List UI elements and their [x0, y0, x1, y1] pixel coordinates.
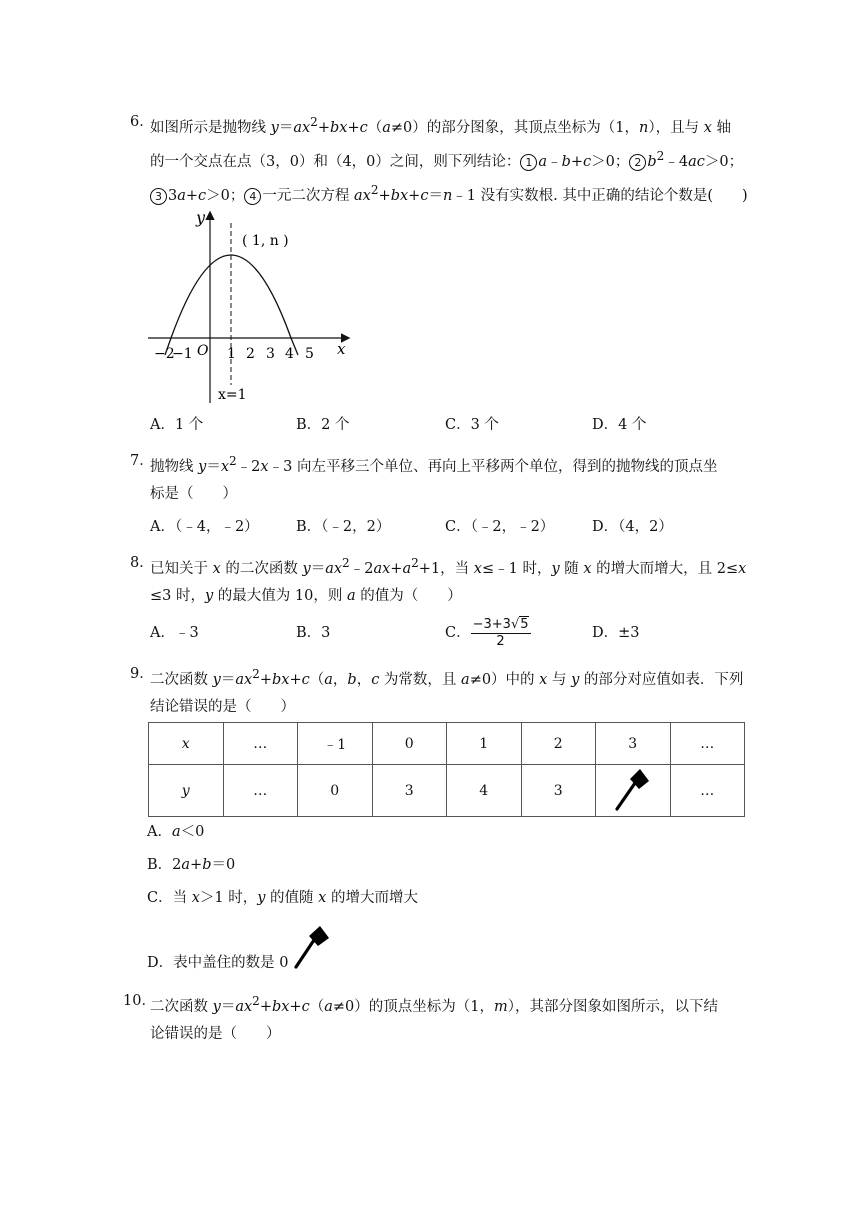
q6-option-a[interactable]: A．1 个 [150, 417, 204, 433]
q9-option-d[interactable]: D．表中盖住的数是 0 [147, 955, 289, 971]
q8-option-b[interactable]: B．3 [296, 625, 331, 641]
table-cell: 4 [447, 765, 522, 817]
tick-label: 2 [246, 346, 255, 362]
tick-label: 4 [285, 346, 294, 362]
table-cell: … [223, 765, 298, 817]
tick-label: 1 [227, 346, 236, 362]
fraction: $\frac{-3+3√5}{2}$ [472, 616, 529, 649]
q6-line1: 如图所示是抛物线 $y=ax^2+bx+c(a\ne 0)$的部分图象，其顶点坐标为（1，n），且与 x 轴 [150, 115, 731, 136]
q8-line2: ≤3 时，y 的最大值为 10，则 a 的值为（ ） [150, 588, 462, 604]
circled-number: 2 [629, 154, 646, 171]
q8-option-d[interactable]: D．±3 [592, 625, 640, 641]
q9-line1: 二次函数 $y=ax^2+bx+c(a$，b，c 为常数，且 a≠0）中的 x 与 y 的部分对应值如表．下列 [150, 667, 744, 688]
circled-number: 4 [244, 188, 261, 205]
q7-option-d[interactable]: D．（4，2） [592, 519, 673, 535]
q6-option-c[interactable]: C．3 个 [445, 417, 499, 433]
covered-cell-icon [613, 767, 653, 811]
q8-line1: 已知关于 x 的二次函数 $y=ax^2﹣2ax+a^2+1$，当 x≤﹣1 时，y 随 x 的增大而增大，且 2≤x [150, 556, 747, 577]
x-axis-label: x [337, 340, 346, 358]
q7-option-b[interactable]: B．（﹣2，2） [296, 519, 391, 535]
q8-number: 8． [130, 555, 154, 571]
table-cell: 1 [447, 723, 522, 765]
q7-number: 7． [130, 453, 154, 469]
q9-line2: 结论错误的是（ ） [150, 699, 295, 715]
q9-option-a[interactable]: A．a＜0 [147, 824, 205, 840]
tick-label: 3 [266, 346, 275, 362]
table-cell: 3 [521, 765, 596, 817]
circled-number: 1 [520, 154, 537, 171]
symmetry-axis-label: x=1 [218, 387, 247, 403]
q6-option-d[interactable]: D．4 个 [592, 417, 647, 433]
table-cell: … [670, 765, 745, 817]
parabola-graph [140, 205, 365, 405]
value-table [148, 722, 745, 817]
q10-number: 10． [123, 993, 156, 1009]
table-row [149, 723, 745, 765]
q7-line1: 抛物线 $y=x^2﹣2x﹣3$ 向左平移三个单位、再向上平移两个单位，得到的抛物线的顶点坐 [150, 454, 718, 475]
origin-label: O [197, 343, 209, 359]
parabola-curve [171, 255, 298, 355]
tick-label: −1 [172, 346, 193, 362]
table-cell: x [149, 723, 224, 765]
q6-number: 6． [130, 114, 154, 130]
tick-label: −2 [154, 346, 175, 362]
table-cell: ﹣1 [298, 723, 373, 765]
tick-label: 5 [305, 346, 314, 362]
q7-option-c[interactable]: C．（﹣2，﹣2） [445, 519, 555, 535]
q9-number: 9． [130, 666, 154, 682]
table-row [149, 765, 745, 817]
table-cell: 3 [372, 765, 447, 817]
table-cell: 3 [596, 723, 671, 765]
table-cell: 0 [372, 723, 447, 765]
vertex-label: ( 1, n ) [242, 233, 289, 249]
q10-line1: 二次函数 $y=ax^2+bx+c(a\ne 0)$的顶点坐标为（1，m），其部分图象如图所示，以下结 [150, 994, 718, 1015]
y-axis-label: y [196, 208, 206, 227]
q10-line2: 论错误的是（ ） [150, 1026, 281, 1042]
table-cell-covered [596, 765, 671, 817]
q8-option-c[interactable]: C． $\frac{-3+3√5}{2}$ [445, 616, 529, 649]
covered-number-icon [293, 924, 333, 970]
table-cell: … [223, 723, 298, 765]
table-cell: y [149, 765, 224, 817]
q7-option-a[interactable]: A．（﹣4，﹣2） [150, 519, 259, 535]
q7-line2: 标是（ ） [150, 486, 237, 502]
q9-option-c[interactable]: C．当 x＞1 时，y 的值随 x 的增大而增大 [147, 890, 418, 906]
table-cell: 2 [521, 723, 596, 765]
q6-line3: 3 3a+c＞0； 4 一元二次方程 $ax^2+bx+c=n﹣1$ 没有实数根. 其中正确的结论个数是( ) [150, 180, 748, 206]
q6-line2: 的一个交点在点（3，0）和（4，0）之间，则下列结论： 1 a﹣b+c＞0； 2 $b^2﹣4ac>0$； [150, 149, 744, 170]
table-cell: 0 [298, 765, 373, 817]
table-cell: … [670, 723, 745, 765]
q8-option-a[interactable]: A．﹣3 [150, 625, 199, 641]
circled-number: 3 [150, 188, 167, 205]
q9-option-b[interactable]: B．2a+b＝0 [147, 857, 236, 873]
q6-option-b[interactable]: B．2 个 [296, 417, 350, 433]
